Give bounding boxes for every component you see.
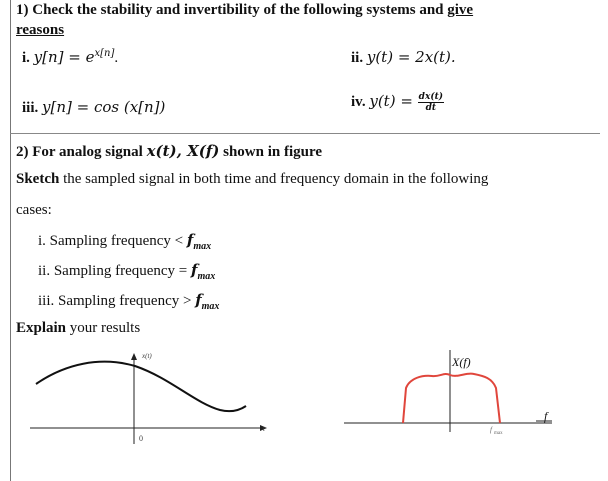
explain-keyword: Explain — [16, 320, 67, 336]
sketch-text: the sampled signal in both time and frequency domain in the following — [59, 171, 489, 187]
freq-y-label: X(f) — [452, 355, 471, 369]
q2-heading-signals: x(t), X(f) — [146, 142, 220, 160]
item-tail: . — [114, 50, 119, 66]
sketch-keyword: Sketch — [16, 171, 60, 187]
page-left-border — [10, 0, 11, 481]
q2-sketch-line — [16, 171, 488, 188]
q1-title-underlined: give — [447, 2, 474, 18]
time-domain-figure — [20, 348, 280, 448]
time-signal-curve — [36, 362, 246, 412]
time-y-label: x(t) — [142, 352, 152, 360]
q1-item-ii — [351, 48, 456, 67]
item-label: i. — [22, 50, 30, 66]
item-equation: y(t) = 2x(t). — [366, 48, 456, 66]
q1-title-line1 — [16, 2, 473, 19]
case-number: iii. — [38, 293, 55, 309]
fraction-numerator: dx(t) — [418, 92, 443, 103]
fmax-subscript: max — [494, 431, 503, 436]
item-equation: y[n] = cos (x[n]) — [42, 98, 166, 116]
fraction-denominator: dt — [425, 103, 437, 114]
item-exponent: x[n] — [94, 48, 115, 59]
fmax-label: f — [490, 426, 492, 434]
q2-case-ii — [38, 261, 215, 282]
q1-item-iv — [351, 92, 444, 113]
q2-case-i — [38, 231, 211, 252]
case-sub: max — [193, 241, 212, 252]
time-x-label: t — [263, 425, 265, 433]
derivative-fraction — [418, 92, 444, 113]
q2-cases-label: cases: — [16, 202, 52, 218]
case-number: ii. — [38, 263, 51, 279]
case-sub: max — [197, 271, 216, 282]
item-label: iv. — [351, 94, 366, 110]
item-label: iii. — [22, 100, 39, 116]
explain-text: your results — [66, 320, 141, 336]
time-origin-label: 0 — [139, 434, 143, 443]
freq-x-label: f — [544, 409, 548, 423]
q1-item-iii — [22, 98, 165, 117]
q2-explain-line — [16, 320, 140, 337]
case-f: f — [186, 231, 194, 249]
q2-heading-text: 2) For analog signal — [16, 144, 147, 160]
item-equation: y(t) = — [369, 92, 418, 110]
q2-heading — [16, 142, 322, 161]
frequency-domain-figure — [340, 348, 560, 448]
case-number: i. — [38, 233, 46, 249]
spectrum-curve — [403, 374, 500, 423]
case-text: Sampling frequency < — [49, 233, 187, 249]
q1-title-line2: reasons — [16, 22, 65, 38]
q2-heading-suffix: shown in figure — [219, 144, 323, 160]
case-f: f — [191, 261, 198, 279]
item-label: ii. — [351, 50, 364, 66]
section-divider — [10, 133, 600, 134]
case-text: Sampling frequency = — [53, 263, 192, 279]
case-sub: max — [201, 301, 220, 312]
q1-item-i — [22, 48, 118, 67]
item-equation: y[n] = e — [33, 48, 95, 66]
case-text: Sampling frequency > — [58, 293, 196, 309]
q1-title-text: 1) Check the stability and invertibility of the following systems and — [16, 2, 448, 18]
q2-case-iii — [38, 291, 219, 312]
case-f: f — [195, 291, 202, 309]
amplitude-axis-arrow — [131, 353, 137, 360]
